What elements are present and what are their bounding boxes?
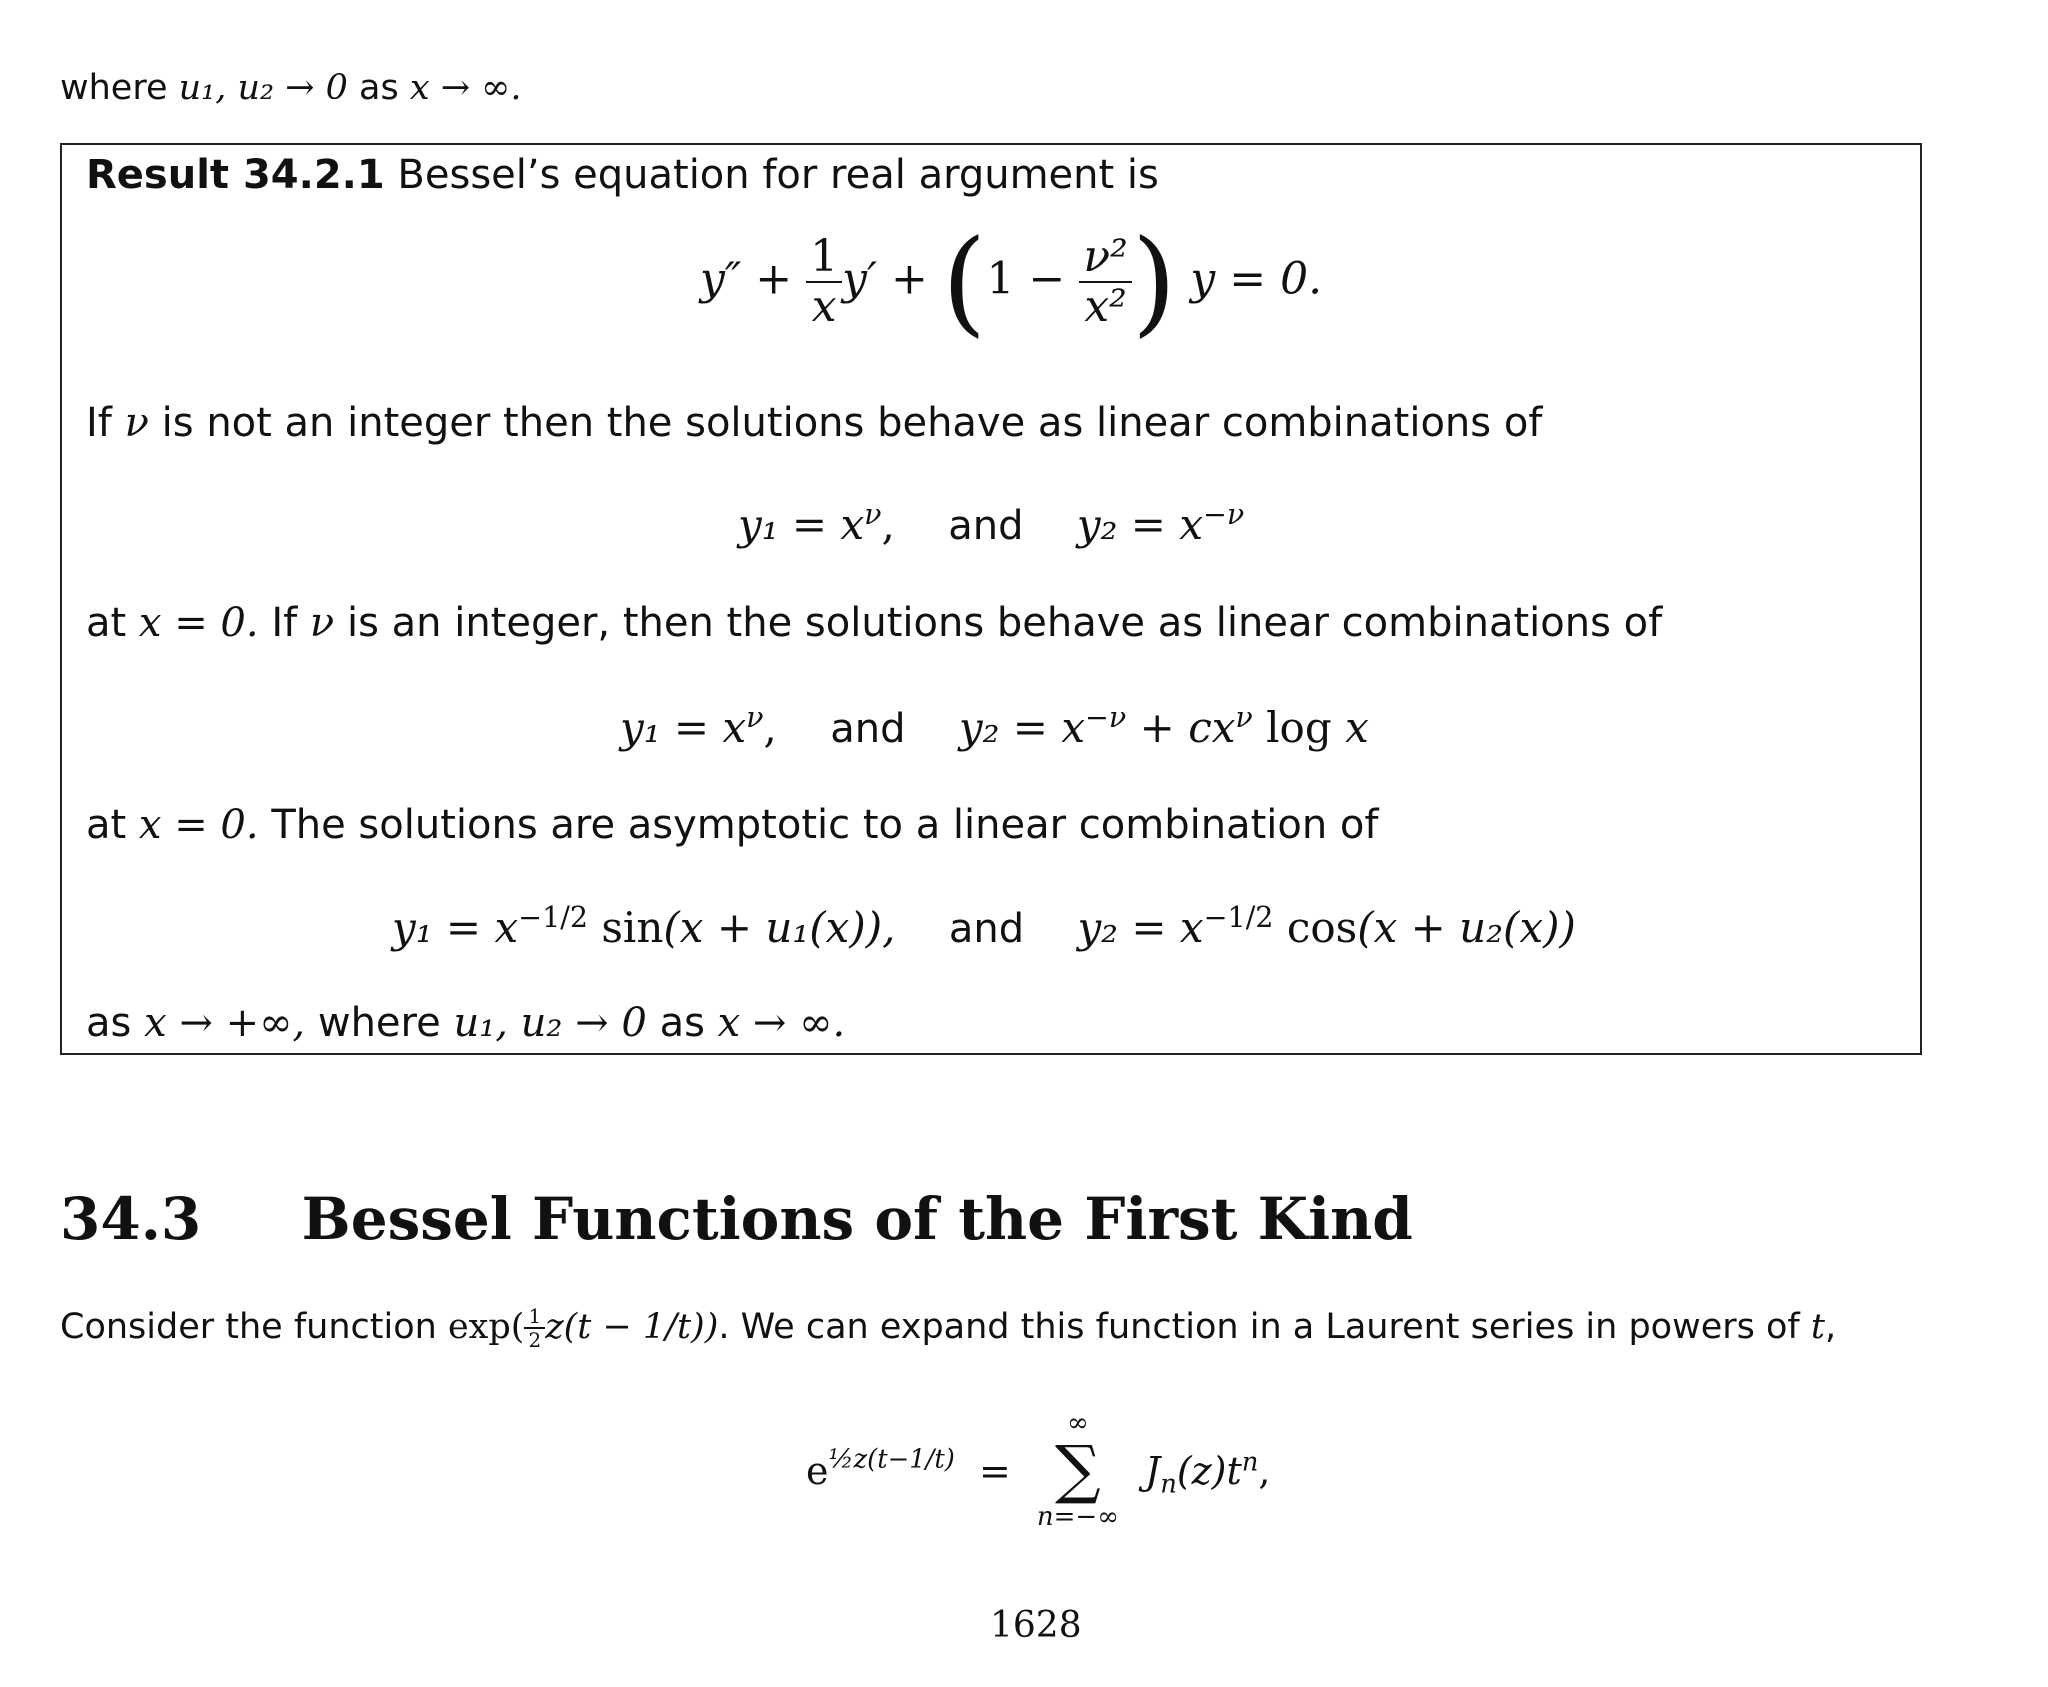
- intro-line: [60, 68, 521, 108]
- eq4-y1: y₁ = x: [392, 903, 519, 952]
- body-text-3: ,: [1824, 1307, 1837, 1347]
- p1-nu: ν: [124, 400, 149, 446]
- eq4-y2: y₂ = x: [1077, 903, 1204, 952]
- p4-math2: u₁, u₂ → 0: [453, 1000, 647, 1046]
- eq5-sum-sign: ∑: [1055, 1433, 1101, 1508]
- math-x: x → ∞.: [409, 68, 522, 108]
- eq1-fraction-2: [1079, 230, 1131, 333]
- body-half-den: 2: [528, 1328, 542, 1352]
- eq3-y2-exp2: ν: [1235, 700, 1253, 734]
- equation-noninteger-solutions: [738, 497, 1245, 549]
- eq2-y2: y₂ = x: [1076, 500, 1204, 549]
- p1-after: is not an integer then the solutions behave as linear combinations of: [161, 400, 1543, 446]
- eq5-tail: ,: [1258, 1448, 1271, 1493]
- eq5-equals: =: [978, 1448, 1011, 1493]
- p4-where: where: [317, 1000, 441, 1046]
- body-text-1: Consider the function: [60, 1307, 437, 1347]
- p2-nu: ν: [309, 600, 335, 646]
- eq3-and: and: [830, 706, 906, 752]
- result-paragraph-2: [86, 600, 1662, 646]
- eq1-frac2-num: ν²: [1079, 233, 1131, 283]
- eq1-frac1-den: x: [811, 281, 837, 333]
- laurent-series-equation: [806, 1410, 1271, 1532]
- word-where: where: [60, 68, 168, 108]
- result-paragraph-4: [86, 1000, 845, 1046]
- eq3-y2-mid: + cx: [1126, 703, 1236, 752]
- eq2-and: and: [948, 503, 1024, 549]
- eq1-right-paren: ): [1131, 215, 1177, 348]
- section-title: Bessel Functions of the First Kind: [301, 1185, 1413, 1253]
- eq4-y1-fn: sin: [588, 903, 664, 952]
- eq1-one-minus: 1 −: [986, 253, 1066, 305]
- body-exp-rest: z(t − 1/t)): [545, 1307, 719, 1347]
- result-paragraph-1: [86, 400, 1542, 446]
- section-heading: [60, 1185, 1413, 1253]
- eq5-term: [1144, 1447, 1271, 1500]
- eq4-y2-fn: cos: [1273, 903, 1358, 952]
- p3-at: at: [86, 802, 127, 848]
- eq5-term-sub: n: [1160, 1469, 1177, 1500]
- eq4-y1-exp: −1/2: [518, 900, 589, 934]
- page-number: 1628: [990, 1605, 1082, 1646]
- equation-asymptotic-solutions: [392, 900, 1576, 952]
- eq4-and: and: [948, 906, 1025, 952]
- eq3-y1: y₁ = x: [620, 703, 747, 752]
- eq2-y1-exp: ν: [864, 497, 882, 531]
- body-half-num: 1: [524, 1305, 545, 1329]
- eq3-y2-x: x: [1331, 703, 1369, 752]
- eq2-y1: y₁ = x: [738, 500, 865, 549]
- eq1-lhs-start: y″ +: [700, 253, 793, 305]
- body-paragraph: [60, 1305, 1836, 1351]
- p4-math: x → +∞,: [144, 1000, 306, 1046]
- eq5-sum-bottom: n=−∞: [1036, 1502, 1119, 1533]
- body-exp-fn: exp(: [447, 1307, 525, 1347]
- eq3-y1-exp: ν: [746, 700, 764, 734]
- eq3-y2: y₂ = x: [958, 703, 1086, 752]
- eq1-fraction-1: [806, 230, 842, 333]
- p2-if: If: [271, 600, 298, 646]
- eq1-frac2-den: x²: [1084, 281, 1127, 333]
- equation-integer-solutions: [620, 700, 1369, 752]
- eq1-after-frac1: y′ +: [842, 253, 928, 305]
- eq5-term-arg: (z)t: [1176, 1448, 1242, 1493]
- result-intro: Bessel’s equation for real argument is: [397, 152, 1159, 198]
- body-half-fraction: [524, 1305, 545, 1351]
- result-label: Result 34.2.1: [86, 152, 385, 198]
- eq1-tail: y = 0.: [1190, 253, 1323, 305]
- eq3-y2-exp: −ν: [1085, 700, 1127, 734]
- eq5-sum-top: ∞: [1067, 1408, 1089, 1438]
- math-u: u₁, u₂ → 0: [178, 68, 348, 108]
- body-var-t: t: [1810, 1307, 1825, 1347]
- section-number: 34.3: [60, 1185, 202, 1253]
- body-text-2: . We can expand this function in a Laurent series in powers of: [718, 1307, 1800, 1347]
- p2-after: is an integer, then the solutions behave as linear combinations of: [346, 600, 1663, 646]
- eq2-y2-exp: −ν: [1203, 497, 1245, 531]
- eq5-term-j: J: [1144, 1448, 1161, 1493]
- p4-math3: x → ∞.: [717, 1000, 846, 1046]
- p2-math: x = 0.: [138, 600, 259, 646]
- eq4-y2-arg: (x + u₂(x)): [1357, 903, 1576, 952]
- eq1-frac1-num: 1: [806, 233, 842, 283]
- result-paragraph-3: [86, 802, 1378, 848]
- p4-as2: as: [659, 1000, 705, 1046]
- p3-after: The solutions are asymptotic to a linear combination of: [271, 802, 1379, 848]
- eq4-y1-arg: (x + u₁(x)),: [663, 903, 896, 952]
- word-as: as: [359, 68, 399, 108]
- eq5-summation: [1037, 1410, 1119, 1532]
- eq5-term-exp: n: [1241, 1447, 1259, 1478]
- eq5-base: e: [806, 1448, 829, 1493]
- p3-math: x = 0.: [138, 802, 259, 848]
- result-heading-line: [86, 152, 1159, 198]
- eq1-left-paren: (: [941, 215, 987, 348]
- eq5-exp: ½z(t−1/t): [828, 1444, 955, 1475]
- p2-at: at: [86, 600, 127, 646]
- p1-before: If: [86, 400, 112, 446]
- eq3-y2-log: log: [1252, 703, 1332, 752]
- eq4-y2-exp: −1/2: [1203, 900, 1274, 934]
- p4-as: as: [86, 1000, 132, 1046]
- bessel-equation: [700, 215, 1323, 348]
- eq3-comma: ,: [763, 703, 777, 752]
- eq2-comma: ,: [881, 500, 895, 549]
